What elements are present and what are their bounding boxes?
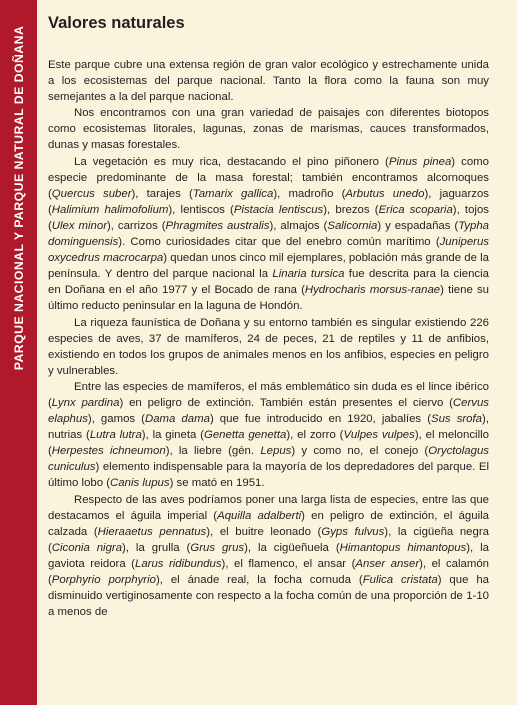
species-name: Sus srofa — [431, 413, 483, 426]
text-run: ), la gineta ( — [141, 429, 204, 442]
text-run: ), el calamón ( — [48, 557, 489, 586]
text-run: Este parque cubre una extensa región de gran valor ecológico y estrechamente unida a los ecosistemas del parque nacional. Tanto la flora como la fauna son muy semejantes a la del parque nacional. — [48, 59, 489, 104]
article-body — [48, 57, 489, 620]
text-run: ), lentiscos ( — [168, 203, 234, 216]
text-run: ), la gaviota reidora ( — [48, 541, 489, 570]
species-name: Arbutus unedo — [345, 187, 425, 200]
text-run: ) y como no, el conejo ( — [291, 445, 429, 458]
species-name: Hydrocharis morsus-ranae — [304, 284, 441, 297]
text-run: ), la cigüeña negra ( — [48, 525, 489, 554]
species-name: Gyps fulvus — [321, 525, 385, 538]
species-name: Typha dominguensis — [48, 219, 489, 249]
species-name: Aquilla adalberti — [217, 509, 302, 522]
text-run: ), carrizos ( — [107, 219, 166, 232]
sidebar-title: PARQUE NACIONAL Y PARQUE NATURAL DE DOÑANA — [12, 25, 26, 371]
text-run: Nos encontramos con una gran variedad de paisajes con diferentes biotopos como ecosistemas litorales, lagunas, zonas de marismas, cauces transformados, dunas y masas forestales. — [48, 107, 489, 152]
paragraph — [48, 379, 489, 492]
text-run: ), tarajes ( — [131, 187, 193, 200]
species-name: Herpestes ichneumon — [51, 445, 166, 458]
text-run: ) como especie predominante de la masa forestal; también encontramos alcornoques ( — [48, 155, 489, 200]
text-run: ), la grulla ( — [122, 541, 191, 554]
species-name: Larus ridibundus — [134, 557, 222, 570]
text-run: ), madroño ( — [273, 187, 346, 200]
species-name: Dama dama — [144, 413, 210, 426]
text-run: ) quedan unos cinco mil ejemplares, población más grande de la península. Y dentro del parque nacional la — [48, 252, 489, 281]
text-run: La vegetación es muy rica, destacando el pino piñonero ( — [74, 155, 389, 168]
species-name: Hieraaetus pennatus — [97, 525, 207, 538]
species-name: Vulpes vulpes — [343, 429, 415, 442]
text-run: ) elemento indispensable para la mayoría de los depredadores del parque. El último lobo ( — [48, 461, 489, 490]
text-run: Entre las especies de mamíferos, el más emblemático sin duda es el lince ibérico ( — [48, 380, 489, 409]
species-name: Canis lupus — [110, 477, 170, 490]
paragraph — [48, 315, 489, 379]
species-name: Linaria tursica — [272, 268, 345, 281]
sidebar-band — [0, 0, 37, 705]
paragraph — [48, 492, 489, 621]
text-run: ), nutrias ( — [48, 413, 489, 442]
species-name: Himantopus himantopus — [339, 541, 467, 554]
species-name: Cervus elaphus — [48, 396, 489, 426]
text-run: ) y espadañas ( — [377, 219, 459, 232]
paragraph — [48, 105, 489, 153]
text-run: ), el zorro ( — [286, 429, 344, 442]
species-name: Ulex minor — [51, 219, 107, 232]
text-run: ) tiene su último reducto peninsular en la laguna de Hondón. — [48, 284, 489, 313]
text-run: ) que fue introducido en 1920, jabalíes ( — [209, 413, 431, 426]
text-run: fue descrita para la ciencia en Doñana en el año 1977 y el Bocado de rana ( — [48, 268, 489, 297]
text-run: ) en peligro de extinción, el águila calzada ( — [48, 509, 489, 538]
species-name: Grus grus — [190, 541, 245, 554]
species-name: Salicornia — [327, 219, 378, 232]
species-name: Oryctolagus cuniculus — [48, 445, 489, 474]
text-run: ), brezos ( — [323, 203, 379, 216]
text-run: ), el buitre leonado ( — [206, 525, 322, 538]
text-run: ), jaguarzos ( — [48, 187, 489, 216]
text-run: ) se mató en 1951. — [169, 477, 265, 490]
species-name: Lutra lutra — [89, 429, 142, 442]
species-name: Quercus suber — [51, 187, 132, 200]
species-name: Halimium halimofolium — [51, 203, 169, 216]
species-name: Ciconia nigra — [51, 541, 123, 554]
text-run: La riqueza faunística de Doñana y su entorno también es singular existiendo 226 especies de aves, 37 de mamíferos, 24 de peces, 21 de reptiles y 11 de anfibios, existiendo en todos los grupos de animales menos en los anfibios, especies en peligro y vulnerables. — [48, 316, 489, 377]
species-name: Juniperus oxycedrus macrocarpa — [48, 236, 489, 265]
text-run: ) en peligro de extinción. También están presentes el ciervo ( — [119, 396, 453, 409]
text-run: ), el flamenco, el ansar ( — [221, 557, 356, 570]
text-run: ). Como curiosidades citar que del enebro común marítimo ( — [118, 236, 440, 249]
text-run: ), el ánade real, la focha cornuda ( — [155, 574, 363, 586]
text-run: ), la liebre (gén. — [165, 445, 261, 458]
paragraph — [48, 154, 489, 315]
text-run: Respecto de las aves podríamos poner una larga lista de especies, entre las que destacamos el águila imperial ( — [48, 493, 489, 522]
paragraph — [48, 57, 489, 105]
article — [48, 11, 489, 705]
species-name: Tamarix gallica — [192, 187, 274, 200]
text-run: ), tojos ( — [48, 203, 489, 232]
section-title: Valores naturales — [48, 14, 185, 32]
species-name: Lepus — [260, 445, 292, 458]
species-name: Pistacia lentiscus — [233, 203, 324, 216]
species-name: Pinus pinea — [388, 155, 452, 168]
species-name: Erica scoparia — [378, 203, 453, 216]
text-run: ), almajos ( — [269, 219, 328, 232]
species-name: Lynx pardina — [51, 396, 120, 409]
text-run: ), gamos ( — [87, 413, 145, 426]
species-name: Anser anser — [355, 557, 420, 570]
species-name: Porphyrio porphyrio — [51, 574, 156, 586]
species-name: Phragmites australis — [165, 219, 270, 232]
species-name: Fulica cristata — [362, 574, 438, 586]
text-run: ), la cigüeñuela ( — [244, 541, 340, 554]
text-run: ), el meloncillo ( — [48, 429, 489, 458]
species-name: Genetta genetta — [203, 429, 287, 442]
text-run: ) que ha disminuido vertiginosamente con respecto a la focha común de una proporción de 1-10 a menos de — [48, 574, 489, 619]
